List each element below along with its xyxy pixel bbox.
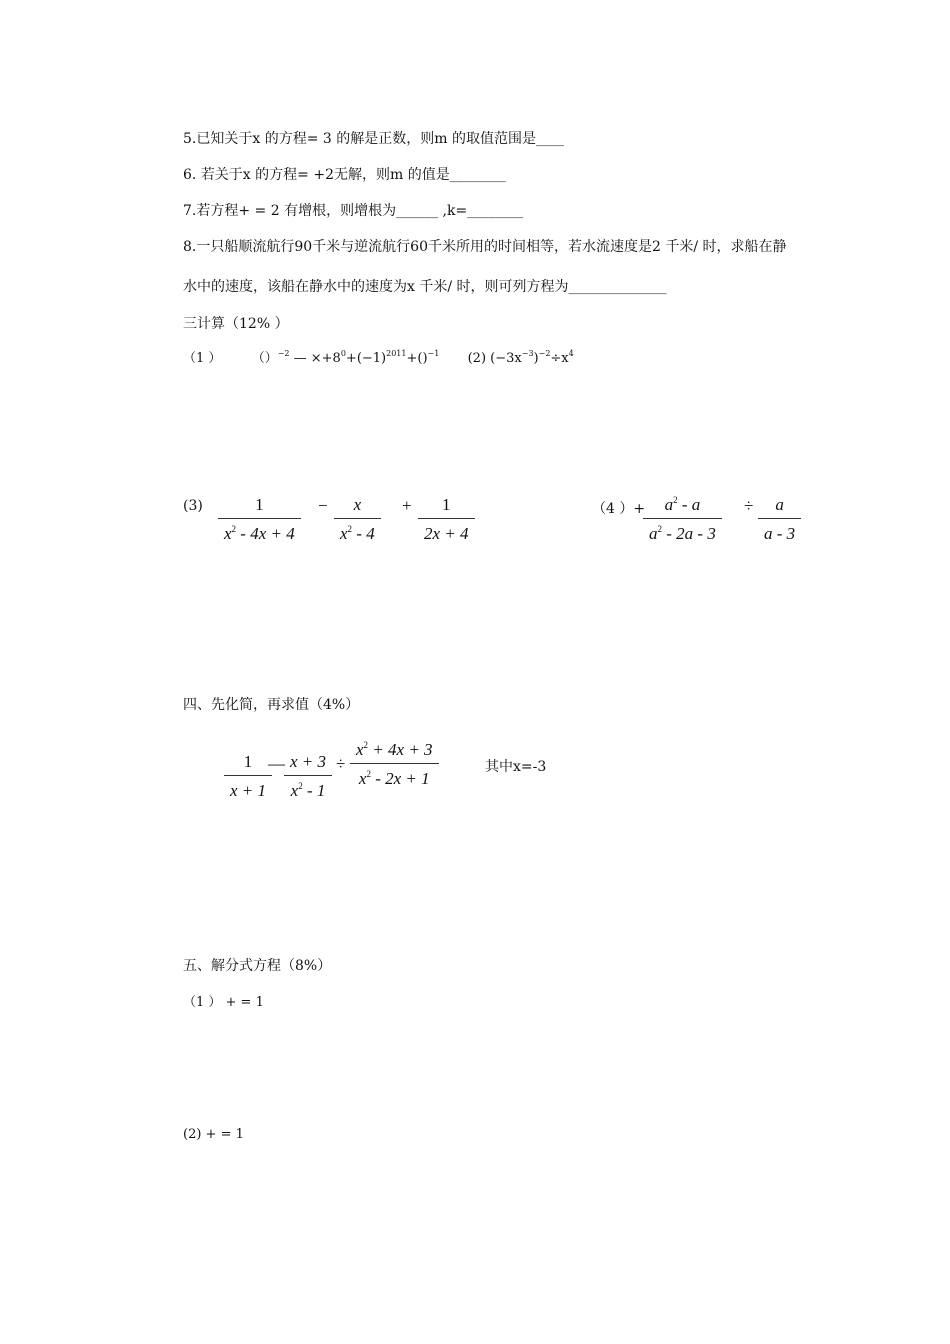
calc-1 <box>183 347 574 366</box>
sec4-fraction-1 <box>224 752 272 801</box>
sec4-where-clause: 其中x=-3 <box>485 759 547 775</box>
fraction-numerator: x <box>353 495 362 514</box>
fraction-denominator: $x^2 - 1$ <box>290 781 326 800</box>
calc-2-exp-2: −2 <box>538 349 551 358</box>
calc-1-exp-2: 0 <box>340 349 346 358</box>
calc-1-label: （1 ） <box>183 351 222 366</box>
section-4-title: 四、先化简，再求值（4%） <box>183 697 360 713</box>
calc-4-divide: ÷ <box>744 496 754 515</box>
equation-2: (2) + = 1 <box>183 1127 244 1142</box>
calc-2-part-b: ) <box>533 351 539 366</box>
fraction-numerator: $a^2$ - a <box>664 495 701 514</box>
fraction-denominator: 2x + 4 <box>424 524 469 543</box>
calc-2-part-c: ÷x <box>550 351 569 366</box>
calc-1-exp-4: −1 <box>427 349 440 358</box>
fraction-numerator: a <box>775 495 784 514</box>
fraction-numerator: 1 <box>442 495 451 514</box>
sec4-minus: — <box>268 754 285 773</box>
equation-1: （1 ） + = 1 <box>183 995 264 1010</box>
fraction-numerator: $x^2 + 4x + 3$ <box>356 740 433 759</box>
sec4-fraction-2 <box>284 752 332 801</box>
question-8-line-2: 水中的速度，该船在静水中的速度为x 千米/ 时，则可列方程为______________ <box>183 279 667 295</box>
calc-4-fraction-1 <box>643 495 722 544</box>
fraction-denominator: $x^2 - 4x + 4$ <box>224 524 295 543</box>
calc-2-exp-3: 4 <box>568 349 574 358</box>
calc-3-label: (3) <box>183 498 203 514</box>
calc-3-fraction-1 <box>218 495 301 544</box>
question-6: 6. 若关于x 的方程= +2无解，则m 的值是________ <box>183 167 506 183</box>
fraction-denominator: a - 3 <box>764 524 796 543</box>
section-5-title: 五、解分式方程（8%） <box>183 958 332 974</box>
calc-3-fraction-3 <box>418 495 475 544</box>
calc-4-fraction-2 <box>758 495 801 544</box>
fraction-denominator: x + 1 <box>230 781 267 800</box>
fraction-denominator: $x^2 - 2x + 1$ <box>358 769 430 788</box>
section-3-title: 三计算（12% ） <box>183 316 289 332</box>
calc-4-label: （4 ）+ <box>592 501 646 517</box>
calc-3-fraction-2 <box>334 495 381 544</box>
question-7: 7.若方程+ = 2 有增根，则增根为______ ,k=________ <box>183 203 524 219</box>
fraction-numerator: 1 <box>255 495 264 514</box>
calc-1-part-d: +() <box>406 351 428 366</box>
calc-2-exp-1: −3 <box>521 349 534 358</box>
fraction-numerator: 1 <box>243 752 253 771</box>
calc-1-exp-1: −2 <box>277 349 290 358</box>
calc-1-exp-3: 2011 <box>386 349 407 358</box>
question-5: 5.已知关于x 的方程= 3 的解是正数，则m 的取值范围是____ <box>183 131 564 147</box>
calc-1-part-c: +(−1) <box>345 351 387 366</box>
sec4-fraction-3 <box>350 740 439 789</box>
calc-1-part-a: （） <box>251 351 278 366</box>
question-8-line-1: 8.一只船顺流航行90千米与逆流航行60千米所用的时间相等，若水流速度是2 千米/ 时，求船在静 <box>183 239 787 255</box>
calc-1-part-b: — ×+8 <box>289 351 341 366</box>
sec4-divide: ÷ <box>336 754 346 773</box>
fraction-denominator: $x^2 - 4$ <box>340 524 375 543</box>
calc-3-minus: − <box>318 496 328 515</box>
calc-3-plus: + <box>402 496 412 515</box>
calc-2-part-a: (−3x <box>486 351 522 366</box>
fraction-denominator: $a^2 - 2a - 3$ <box>649 524 716 543</box>
calc-2-label: (2) <box>467 351 487 366</box>
fraction-numerator: x + 3 <box>290 752 327 771</box>
